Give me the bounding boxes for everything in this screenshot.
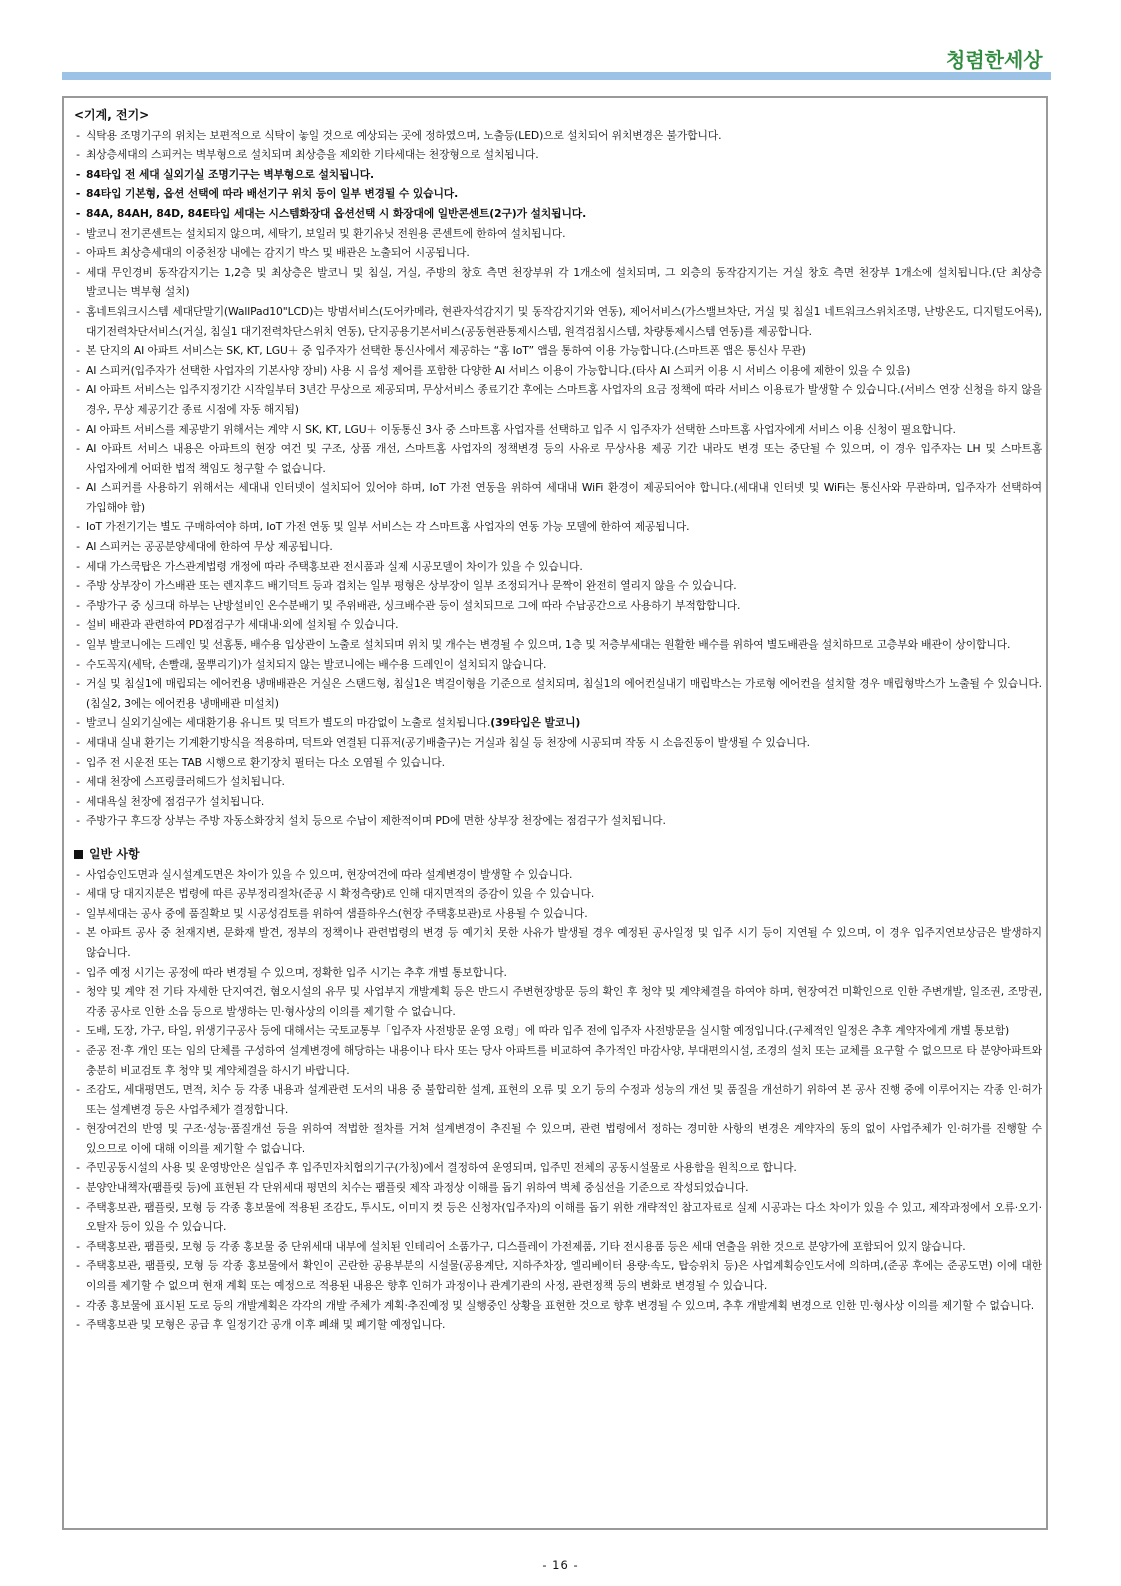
dash-bullet: - <box>76 755 80 769</box>
list-item-body: 본 아파트 공사 중 천재지변, 문화재 발견, 정부의 정책이나 관련법령의 변경 등 예기치 못한 사유가 발생될 경우 예정된 공사일정 및 입주 시기 등이 지연될 수 있으며, 이 경우 입주지연보상금은 발생하지 않습니다. <box>86 926 1042 959</box>
list-item-body: 주택홍보관 및 모형은 공급 후 일정기간 공개 이후 폐쇄 및 폐기할 예정입니다. <box>86 1318 446 1332</box>
list-item <box>70 1237 1042 1257</box>
list-item-body: 아파트 최상층세대의 이중천장 내에는 감지기 박스 및 배관은 노출되어 시공됩니다. <box>86 246 470 260</box>
list-item-text <box>86 165 1042 185</box>
dash-bullet: - <box>76 926 80 940</box>
list-item-text <box>86 439 1042 478</box>
list-item-body: AI 아파트 서비스는 입주지정기간 시작일부터 3년간 무상으로 제공되며, 무상서비스 종료기간 후에는 스마트홈 사업자의 요금 정책에 따라 서비스 이용료가 발생할 수 있습니다.(서비스 연장 신청을 하지 않을 경우, 무상 제공기간 종료 시점에 자동 해지됨) <box>86 383 1042 416</box>
list-item-bold-note: (39타입은 발코니) <box>490 716 581 730</box>
dash-bullet: - <box>76 1259 80 1273</box>
header-bar <box>62 72 1051 80</box>
list-item-text <box>86 811 1042 831</box>
list-item-body: 수도꼭지(세탁, 손빨래, 물뿌리기)가 설치되지 않는 발코니에는 배수용 드레인이 설치되지 않습니다. <box>86 657 547 671</box>
list-item <box>70 1256 1042 1295</box>
list-item-body: AI 스피커를 사용하기 위해서는 세대내 인터넷이 설치되어 있어야 하며, IoT 가전 연동을 위하여 세대내 WiFi 환경이 제공되어야 합니다.(세대내 인터넷 및 WiFi는 통신사와 무관하며, 입주자가 선택하여 가입해야 함) <box>86 481 1042 514</box>
list-item-text <box>86 380 1042 419</box>
dash-bullet: - <box>76 814 80 828</box>
list-item <box>70 615 1042 635</box>
dash-bullet: - <box>76 716 80 730</box>
list-item <box>70 537 1042 557</box>
dash-bullet: - <box>76 657 80 671</box>
list-item-text <box>86 1158 1042 1178</box>
dash-bullet: - <box>76 1200 80 1214</box>
list-item <box>70 517 1042 537</box>
list-item <box>70 224 1042 244</box>
dash-bullet: - <box>76 638 80 652</box>
list-item-text <box>86 243 1042 263</box>
list-item-body: 준공 전·후 개인 또는 임의 단체를 구성하여 설계변경에 해당하는 내용이나 타사 또는 당사 아파트를 비교하여 추가적인 마감사양, 부대편의시설, 조경의 설치 또는 교체를 요구할 수 없으므로 타 분양아파트와 충분히 비교검토 후 청약 및 계약체결을 하시기 바랍니다. <box>86 1043 1042 1077</box>
list-item-text <box>86 1021 1042 1041</box>
list-item-body: IoT 가전기기는 별도 구매하여야 하며, IoT 가전 연동 및 일부 서비스는 각 스마트홈 사업자의 연동 가능 모델에 한하여 제공됩니다. <box>86 520 690 534</box>
list-item-text <box>86 635 1042 655</box>
dash-bullet: - <box>76 1161 80 1175</box>
list-item-body: 홈네트워크시스템 세대단말기(WallPad10"LCD)는 방범서비스(도어카메라, 현관자석감지기 및 동작감지기와 연동), 제어서비스(가스밸브차단, 거실 및 침실1 네트워크스위치조명, 난방온도, 디지털도어록), 대기전력차단서비스(거실, 침실1 대기전력차단스위치 연동), 단지공용기본서비스(공동현관통제시스템, 원격검침시스템, 차량통제시스템 연동)를 제공합니다. <box>86 304 1042 338</box>
list-item <box>70 380 1042 419</box>
list-item-text <box>86 1315 1042 1335</box>
dash-bullet: - <box>76 1239 80 1253</box>
list-item-text <box>86 753 1042 773</box>
list-item-text <box>86 224 1042 244</box>
list-item-body: 최상층세대의 스피커는 벽부형으로 설치되며 최상층을 제외한 기타세대는 천장형으로 설치됩니다. <box>86 148 539 162</box>
list-item <box>70 184 1042 204</box>
list-item <box>70 1315 1042 1335</box>
list-item <box>70 713 1042 733</box>
list-item <box>70 811 1042 831</box>
list-item <box>70 165 1042 185</box>
list-item-body: AI 스피커는 공공분양세대에 한하여 무상 제공됩니다. <box>86 540 333 554</box>
list-item-body: 분양안내책자(팸플릿 등)에 표현된 각 단위세대 평면의 치수는 팸플릿 제작 과정상 이해를 돕기 위하여 벽체 중심선을 기준으로 작성되었습니다. <box>86 1181 749 1195</box>
list-item-text <box>86 1237 1042 1257</box>
list-item-body: 84타입 기본형, 옵션 선택에 따라 배선기구 위치 등이 일부 변경될 수 있습니다. <box>86 187 459 201</box>
list-item-body: 주택홍보관, 팸플릿, 모형 등 각종 홍보물에 적용된 조감도, 투시도, 이미지 컷 등은 신청자(입주자)의 이해를 돕기 위한 개략적인 참고자료로 실제 시공과는 다소 차이가 있을 수 있고, 제작과정에서 오류·오기·오탈자 등이 있을 수 있습니다. <box>86 1200 1042 1234</box>
list-item-text <box>86 302 1042 341</box>
list-item <box>70 904 1042 924</box>
list-item-text <box>86 1296 1042 1316</box>
mechanical-list <box>70 126 1042 831</box>
list-item-text <box>86 576 1042 596</box>
list-item-body: 발코니 전기콘센트는 설치되지 않으며, 세탁기, 보일러 및 환기유닛 전원용 콘센트에 한하여 설치됩니다. <box>86 226 566 240</box>
list-item-text <box>86 537 1042 557</box>
list-item-text <box>86 126 1042 146</box>
list-item-body: 입주 전 시운전 또는 TAB 시행으로 환기장치 필터는 다소 오염될 수 있습니다. <box>86 755 445 769</box>
list-item <box>70 1080 1042 1119</box>
dash-bullet: - <box>76 559 80 573</box>
list-item-body: 사업승인도면과 실시설계도면은 차이가 있을 수 있으며, 현장여건에 따라 설계변경이 발생할 수 있습니다. <box>86 867 573 881</box>
list-item-body: 주민공동시설의 사용 및 운영방안은 실입주 후 입주민자치협의기구(가칭)에서 결정하여 운영되며, 입주민 전체의 공동시설물로 사용함을 원칙으로 합니다. <box>86 1161 797 1175</box>
list-item-body: 세대욕실 천장에 점검구가 설치됩니다. <box>86 794 265 808</box>
dash-bullet: - <box>76 867 80 881</box>
list-item <box>70 361 1042 381</box>
dash-bullet: - <box>75 187 81 201</box>
section-title-text: 일반 사항 <box>89 846 140 861</box>
dash-bullet: - <box>76 1298 80 1312</box>
dash-bullet: - <box>76 481 80 495</box>
section-title-mechanical: <기계, 전기> <box>74 108 150 122</box>
list-item-body: 도배, 도장, 가구, 타일, 위생기구공사 등에 대해서는 국토교통부「입주자 사전방문 운영 요령」에 따라 입주 전에 입주자 사전방문을 실시할 예정입니다.(구체적인 일정은 추후 계약자에게 개별 통보함) <box>86 1024 1010 1038</box>
dash-bullet: - <box>75 167 81 181</box>
dash-bullet: - <box>76 794 80 808</box>
list-item-body: 일부 발코니에는 드레인 및 선홈통, 배수용 입상관이 노출로 설치되며 위치 및 개수는 변경될 수 있으며, 1층 및 저층부세대는 원활한 배수를 위하여 별도배관을 설치하므로 고층부와 배관이 상이합니다. <box>86 638 1011 652</box>
list-item <box>70 674 1042 713</box>
list-item-body: 세대 가스쿡탑은 가스관계법령 개정에 따라 주택홍보관 전시품과 실제 시공모델이 차이가 있을 수 있습니다. <box>86 559 583 573</box>
list-item-text <box>86 557 1042 577</box>
dash-bullet: - <box>76 1181 80 1195</box>
dash-bullet: - <box>76 363 80 377</box>
list-item-text <box>86 1080 1042 1119</box>
list-item-body: 본 단지의 AI 아파트 서비스는 SK, KT, LGU＋ 중 입주자가 선택한 통신사에서 제공하는 “홈 IoT” 앱을 통하여 이용 가능합니다.(스마트폰 앱은 통신사 무관) <box>86 344 806 358</box>
list-item <box>70 1158 1042 1178</box>
dash-bullet: - <box>76 736 80 749</box>
list-item-text <box>86 1178 1042 1198</box>
list-item-body: 세대 무인경비 동작감지기는 1,2층 및 최상층은 발코니 및 침실, 거실, 주방의 창호 측면 천장부위 각 1개소에 설치되며, 그 외층의 동작감지기는 거실 창호 측면 천장부 1개소에 설치됩니다.(단 최상층 발코니는 벽부형 설치) <box>86 265 1042 299</box>
list-item <box>70 341 1042 361</box>
dash-bullet: - <box>76 540 80 554</box>
list-item-text <box>86 884 1042 904</box>
list-item-body: 주방가구 중 싱크대 하부는 난방설비인 온수분배기 및 주위배관, 싱크배수관 등이 설치되므로 그에 따라 수납공간으로 사용하기 부적합합니다. <box>86 598 741 612</box>
list-item-text <box>86 1041 1042 1080</box>
list-item-body: 일부세대는 공사 중에 품질확보 및 시공성검토를 위하여 샘플하우스(현장 주택홍보관)로 사용될 수 있습니다. <box>86 906 588 920</box>
list-item-body: 발코니 실외기실에는 세대환기용 유니트 및 덕트가 별도의 마감없이 노출로 설치됩니다. <box>86 716 491 730</box>
list-item <box>70 596 1042 616</box>
list-item <box>70 655 1042 675</box>
dash-bullet: - <box>76 246 80 260</box>
list-item <box>70 576 1042 596</box>
dash-bullet: - <box>75 206 81 220</box>
list-item <box>70 1296 1042 1316</box>
list-item-text <box>86 615 1042 635</box>
list-item-body: 거실 및 침실1에 매립되는 에어컨용 냉매배관은 거실은 스탠드형, 침실1은 벽걸이형을 기준으로 설치되며, 침실1의 에어컨실내기 매립박스는 가로형 에어컨을 설치할 경우 매립형박스가 노출될 수 있습니다.(침실2, 3에는 에어컨용 냉매배관 미설치) <box>86 677 1042 710</box>
list-item-text <box>86 655 1042 675</box>
list-item-text <box>86 923 1042 962</box>
list-item-text <box>86 713 1042 733</box>
dash-bullet: - <box>76 148 80 162</box>
list-item <box>70 865 1042 885</box>
general-list <box>70 865 1042 1335</box>
list-item <box>70 884 1042 904</box>
list-item <box>70 635 1042 655</box>
list-item <box>70 302 1042 341</box>
list-item-text <box>86 145 1042 165</box>
list-item-body: 식탁용 조명기구의 위치는 보편적으로 식탁이 놓일 것으로 예상되는 곳에 정하였으며, 노출등(LED)으로 설치되어 위치변경은 불가합니다. <box>86 128 722 142</box>
dash-bullet: - <box>76 1024 80 1038</box>
list-item-text <box>86 420 1042 440</box>
list-item-text <box>86 792 1042 812</box>
list-item-body: 주택홍보관, 팸플릿, 모형 등 각종 홍보물 중 단위세대 내부에 설치된 인테리어 소품가구, 디스플레이 가전제품, 기타 전시용품 등은 세대 연출을 위한 것으로 분양가에 포함되어 있지 않습니다. <box>86 1239 966 1253</box>
logo-text: 청렴한세상 <box>946 48 1043 72</box>
list-item-text <box>86 517 1042 537</box>
list-item <box>70 1198 1042 1237</box>
dash-bullet: - <box>76 128 80 142</box>
list-item <box>70 126 1042 146</box>
list-item-text <box>86 341 1042 361</box>
list-item-body: 84타입 전 세대 실외기실 조명기구는 벽부형으로 설치됩니다. <box>86 167 375 181</box>
list-item-body: 청약 및 계약 전 기타 자세한 단지여건, 혐오시설의 유무 및 사업부지 개발계획 등은 반드시 주변현장방문 등의 확인 후 청약 및 계약체결을 하여야 하며, 현장여건 미확인으로 인한 주변개발, 일조권, 조망권, 각종 공사로 인한 소음 등으로 발생하는 민·형사상의 이의를 제기할 수 없습니다. <box>86 985 1042 1018</box>
list-item-body: 설비 배관과 관련하여 PD점검구가 세대내·외에 설치될 수 있습니다. <box>86 618 399 632</box>
list-item-body: 각종 홍보물에 표시된 도로 등의 개발계획은 각각의 개발 주체가 계획·추진예정 및 실행중인 상황을 표현한 것으로 향후 변경될 수 있으며, 추후 개발계획 변경으로 인한 민·형사상 이의를 제기할 수 없습니다. <box>86 1298 1035 1312</box>
dash-bullet: - <box>76 618 80 632</box>
dash-bullet: - <box>76 344 80 358</box>
dash-bullet: - <box>76 1318 80 1332</box>
list-item-body: 84A, 84AH, 84D, 84E타입 세대는 시스템화장대 옵션선택 시 화장대에 일반콘센트(2구)가 설치됩니다. <box>86 206 587 220</box>
dash-bullet: - <box>76 887 80 901</box>
list-item-body: 세대 당 대지지분은 법령에 따른 공부정리절차(준공 시 확정측량)로 인해 대지면적의 증감이 있을 수 있습니다. <box>86 887 595 901</box>
list-item <box>70 478 1042 517</box>
list-item <box>70 733 1042 753</box>
list-item <box>70 1119 1042 1158</box>
list-item-text <box>86 1256 1042 1295</box>
list-item <box>70 792 1042 812</box>
list-item-body: 주택홍보관, 팸플릿, 모형 등 각종 홍보물에서 확인이 곤란한 공용부분의 시설물(공용계단, 지하주차장, 엘리베이터 용량·속도, 탑승위치 등)은 사업계획승인도서에 의하며,(준공 후에는 준공도면) 이에 대한 이의를 제기할 수 없으며 현재 계획 또는 예정으로 적용된 내용은 향후 인허가 과정이나 관계기관의 사정, 관련정책 등의 변화로 변경될 수 있습니다. <box>86 1259 1042 1293</box>
list-item <box>70 420 1042 440</box>
logo <box>946 42 1046 76</box>
list-item-text <box>86 204 1042 224</box>
list-item <box>70 263 1042 302</box>
list-item <box>70 1021 1042 1041</box>
square-bullet-icon <box>74 850 83 859</box>
dash-bullet: - <box>76 906 80 920</box>
list-item-body: AI 스피커(입주자가 선택한 사업자의 기본사양 장비) 사용 시 음성 제어를 포함한 다양한 AI 서비스 이용이 가능합니다.(타사 AI 스피커 이용 시 서비스 이용에 제한이 있을 수 있음) <box>86 363 911 377</box>
list-item-text <box>86 865 1042 885</box>
dash-bullet: - <box>76 598 80 612</box>
section-title-general <box>70 845 1042 865</box>
list-item <box>70 204 1042 224</box>
list-item-body: AI 아파트 서비스를 제공받기 위해서는 계약 시 SK, KT, LGU＋ 이동통신 3사 중 스마트홈 사업자를 선택하고 입주 시 입주자가 선택한 스마트홈 사업자에게 서비스 이용 신청이 필요합니다. <box>86 422 956 436</box>
list-item-text <box>86 982 1042 1021</box>
page-number: - 16 - <box>542 1558 579 1572</box>
list-item <box>70 439 1042 478</box>
list-item <box>70 753 1042 773</box>
list-item-text <box>86 1198 1042 1237</box>
list-item <box>70 982 1042 1021</box>
dash-bullet: - <box>76 1043 80 1057</box>
list-item-text <box>86 674 1042 713</box>
dash-bullet: - <box>76 579 80 593</box>
list-item-text <box>86 478 1042 517</box>
list-item-text <box>86 963 1042 983</box>
list-item-body: 주방가구 후드장 상부는 주방 자동소화장치 설치 등으로 수납이 제한적이며 PD에 면한 상부장 천장에는 점검구가 설치됩니다. <box>86 814 666 828</box>
list-item-text <box>86 772 1042 792</box>
list-item-body: 세대 천장에 스프링클러헤드가 설치됩니다. <box>86 775 285 789</box>
list-item <box>70 243 1042 263</box>
dash-bullet: - <box>76 775 80 789</box>
list-item-text <box>86 361 1042 381</box>
list-item <box>70 923 1042 962</box>
list-item-text <box>86 184 1042 204</box>
dash-bullet: - <box>76 1122 80 1136</box>
dash-bullet: - <box>76 985 80 999</box>
list-item-body: 세대내 실내 환기는 기계환기방식을 적용하며, 덕트와 연결된 디퓨저(공기배출구)는 거실과 침실 등 천장에 시공되며 작동 시 소음진동이 발생될 수 있습니다. <box>86 736 810 749</box>
list-item <box>70 1041 1042 1080</box>
dash-bullet: - <box>76 383 80 397</box>
list-item-body: 조감도, 세대평면도, 면적, 치수 등 각종 내용과 설계관련 도서의 내용 중 불합리한 설계, 표현의 오류 및 오기 등의 수정과 성능의 개선 및 품질을 개선하기 위하여 본 공사 진행 중에 이루어지는 각종 인·허가 또는 설계변경 등은 사업주체가 결정합니다. <box>86 1083 1042 1116</box>
content-box <box>62 96 1048 1530</box>
list-item <box>70 772 1042 792</box>
list-item-body: 현장여건의 반영 및 구조·성능·품질개선 등을 위하여 적법한 절차를 거쳐 설계변경이 추진될 수 있으며, 관련 법령에서 정하는 경미한 사항의 변경은 계약자의 동의 없이 사업주체가 인·허가를 진행할 수 있으므로 이에 대해 이의를 제기할 수 없습니다. <box>86 1122 1042 1155</box>
dash-bullet: - <box>76 1083 80 1097</box>
list-item-body: AI 아파트 서비스 내용은 아파트의 현장 여건 및 구조, 상품 개선, 스마트홈 사업자의 정책변경 등의 사유로 무상사용 제공 기간 내라도 변경 또는 중단될 수 있으며, 이 경우 입주자는 LH 및 스마트홈 사업자에게 어떠한 법적 책임도 청구할 수 없습니다. <box>86 442 1042 475</box>
dash-bullet: - <box>76 442 80 456</box>
list-item-text <box>86 596 1042 616</box>
list-item-text <box>86 263 1042 302</box>
list-item <box>70 557 1042 577</box>
dash-bullet: - <box>76 520 80 534</box>
list-item <box>70 963 1042 983</box>
list-item-body: 입주 예정 시기는 공정에 따라 변경될 수 있으며, 정확한 입주 시기는 추후 개별 통보합니다. <box>86 965 507 979</box>
dash-bullet: - <box>76 265 80 279</box>
list-item <box>70 145 1042 165</box>
list-item-text <box>86 733 1042 753</box>
list-item-text <box>86 1119 1042 1158</box>
dash-bullet: - <box>76 304 80 318</box>
list-item-body: 주방 상부장이 가스배관 또는 렌지후드 배기덕트 등과 겹치는 일부 평형은 상부장이 일부 조정되거나 문짝이 완전히 열리지 않을 수 있습니다. <box>86 579 737 593</box>
dash-bullet: - <box>76 422 80 436</box>
dash-bullet: - <box>76 677 80 691</box>
dash-bullet: - <box>76 965 80 979</box>
list-item-text <box>86 904 1042 924</box>
dash-bullet: - <box>76 226 80 240</box>
list-item <box>70 1178 1042 1198</box>
